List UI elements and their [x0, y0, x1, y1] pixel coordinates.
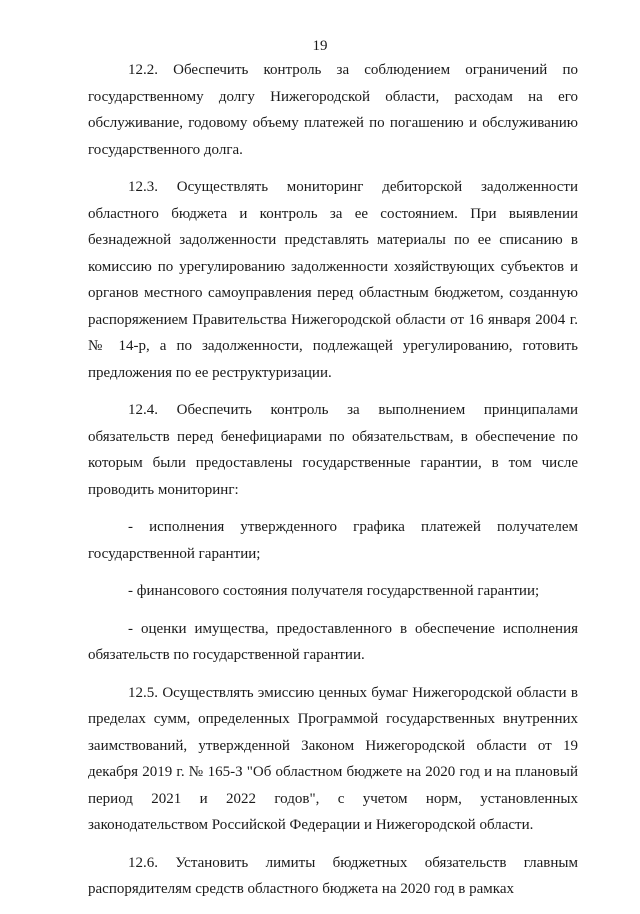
page-number: 19	[312, 38, 328, 54]
paragraph-12-3: 12.3. Осуществлять мониторинг дебиторской задолженности областного бюджета и контроль за ее состоянием. При выявлении безнадежной задолженности представлять материалы по ее списанию в комиссию по урегулированию задолженности хозяйствующих субъектов и органов местного самоуправления перед областным бюджетом, созданную распоряжением Правительства Нижегородской области от 16 января 2004 г. № 14-р, а по задолженности, подлежащей урегулированию, готовить предложения по ее реструктуризации.	[88, 179, 578, 381]
paragraph-12-5: 12.5. Осуществлять эмиссию ценных бумаг Нижегородской области в пределах сумм, определенных Программой государственных внутренних заимствований, утвержденной Законом Нижегородской области от 19 декабря 2019 г. № 165-З "Об областном бюджете на 2020 год и на плановый период 2021 и 2022 годов", с учетом норм, установленных законодательством Российской Федерации и Нижегородской области.	[88, 684, 578, 833]
paragraph-12-6: 12.6. Установить лимиты бюджетных обязательств главным распорядителям средств областного бюджета на 2020 год в рамках	[88, 854, 578, 897]
list-item-payment-schedule: - исполнения утвержденного графика платежей получателем государственной гарантии;	[88, 519, 578, 562]
list-item-property-valuation: - оценки имущества, предоставленного в обеспечение исполнения обязательств по государственной гарантии.	[88, 620, 578, 663]
paragraph-12-4: 12.4. Обеспечить контроль за выполнением принципалами обязательств перед бенефициарами по обязательствам, в обеспечение по которым были предоставлены государственные гарантии, в том числе проводить мониторинг:	[88, 402, 578, 498]
list-item-financial-state: - финансового состояния получателя государственной гарантии;	[128, 583, 540, 599]
paragraph-12-2: 12.2. Обеспечить контроль за соблюдением ограничений по государственному долгу Нижегородской области, расходам на его обслуживание, годовому объему платежей по погашению и обслуживанию государственного долга.	[88, 62, 578, 158]
document-body	[88, 57, 578, 914]
